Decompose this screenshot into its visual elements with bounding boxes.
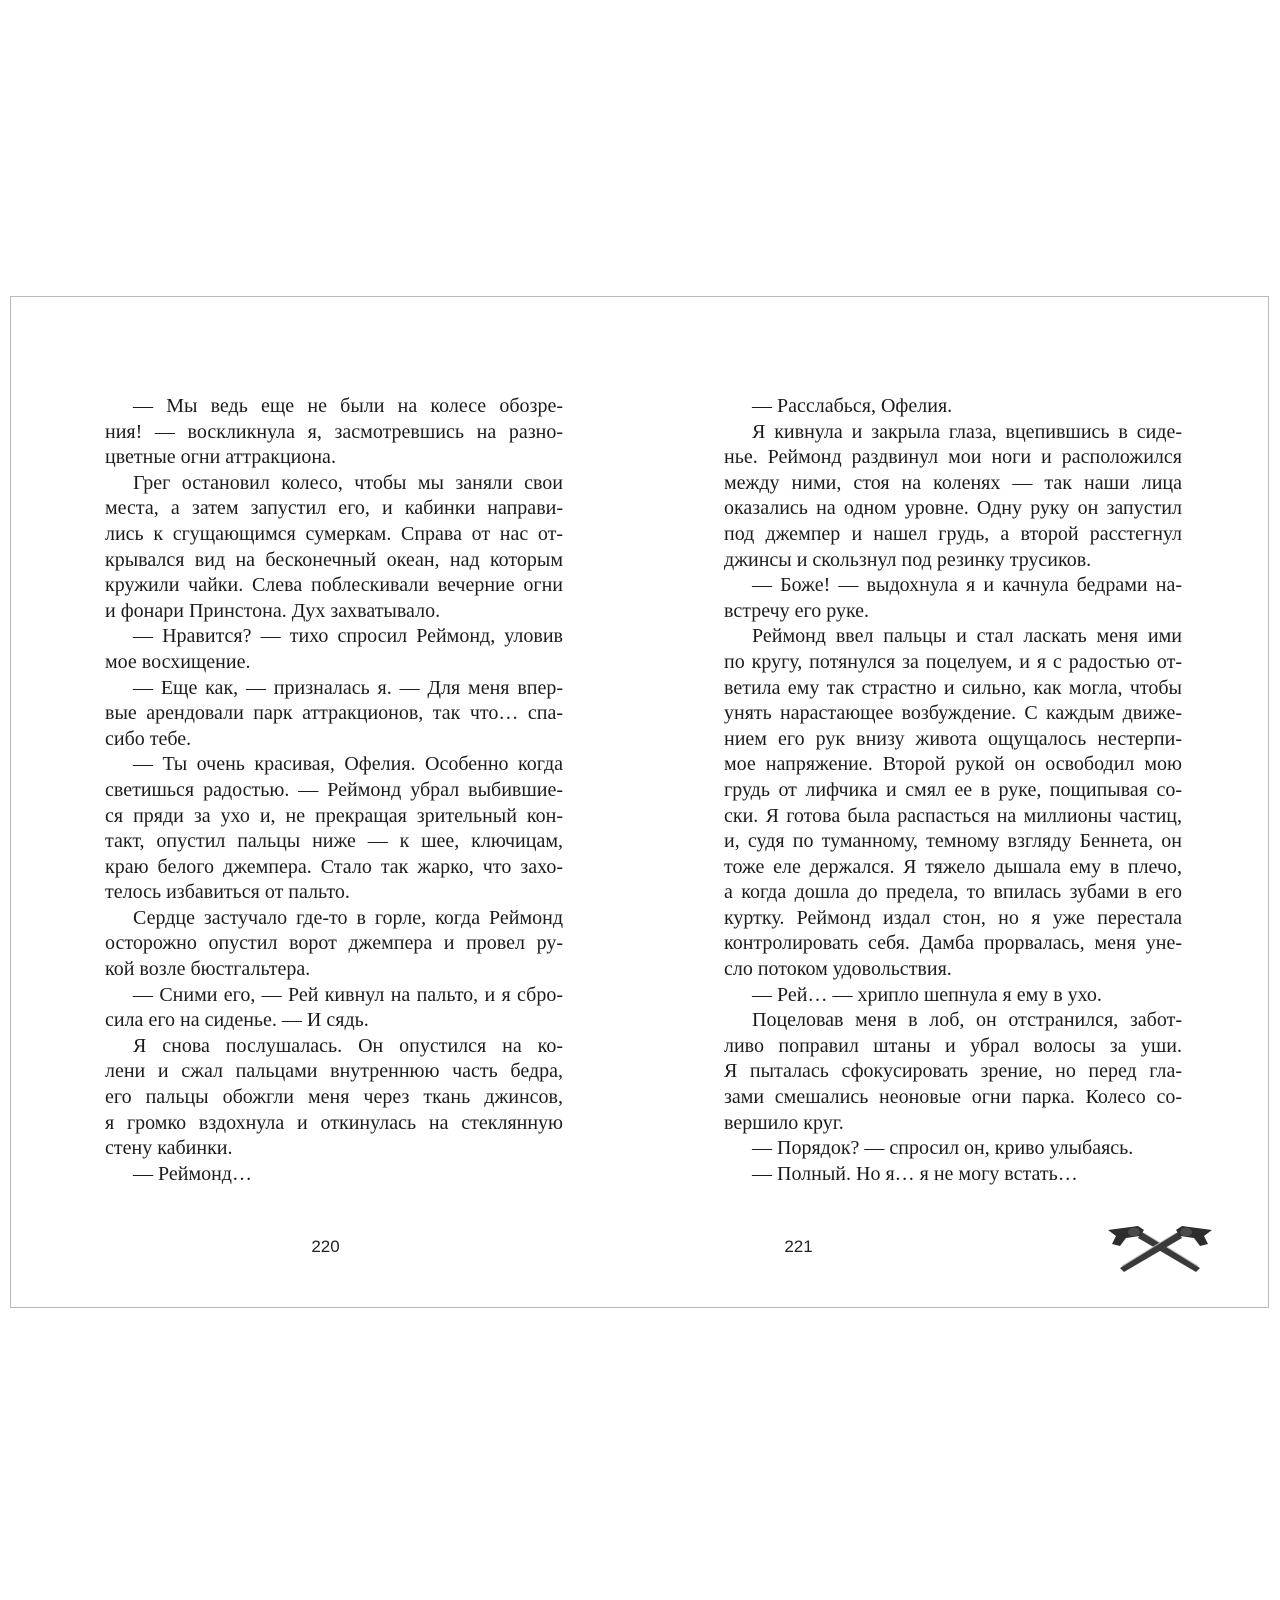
text-line: телось избавиться от пальто. (105, 881, 350, 904)
text-line: под джемпер и нашел грудь, а второй расстегнул (724, 522, 1182, 545)
text-line: кружили чайки. Слева поблескивали вечерние огни (105, 574, 563, 597)
text-line: его пальцы обожгли меня через ткань джинсов, (105, 1086, 563, 1109)
left-page (11, 297, 640, 1307)
text-line: мое восхищение. (105, 650, 251, 673)
text-line: Сердце застучало где-то в горле, когда Реймонд (133, 906, 563, 929)
page-number-right: 221 (784, 1237, 813, 1256)
text-line: джинсы и скользнул под резинку трусиков. (724, 548, 1092, 571)
page-number-left: 220 (311, 1237, 340, 1256)
right-page-text (724, 394, 1182, 1187)
text-line: ски. Я готова была распасться на миллионы частиц, (724, 804, 1182, 827)
text-line: — Расслабься, Офелия. (752, 395, 953, 417)
text-line: по кругу, потянулся за поцелуем, и я с радостью от- (724, 650, 1182, 673)
text-line: лени и сжал пальцами внутреннюю часть бедра, (105, 1060, 563, 1083)
text-line: Грег остановил колесо, чтобы мы заняли свои (133, 471, 563, 494)
text-line: цветные огни аттракциона. (105, 446, 336, 469)
text-line: ся пряди за ухо и, не прекращая зрительный кон- (105, 804, 563, 827)
text-line: ния! — воскликнула я, засмотревшись на разно- (105, 420, 563, 443)
text-line: унять нарастающее возбуждение. С каждым движе- (724, 702, 1182, 725)
text-line: и фонари Принстона. Дух захватывало. (105, 599, 441, 622)
text-line: такт, опустил пальцы ниже — к шее, ключицам, (105, 830, 563, 853)
text-line: — Еще как, — призналась я. — Для меня впер- (133, 676, 563, 699)
text-line: ливо поправил штаны и убрал волосы за уши. (724, 1034, 1182, 1057)
text-line: осторожно опустил ворот джемпера и провел ру- (105, 932, 563, 955)
text-line: — Полный. Но я… я не могу встать… (752, 1162, 1078, 1185)
book-spread (10, 296, 1269, 1308)
text-line: вые арендовали парк аттракционов, так что… спа- (105, 702, 563, 725)
text-line: Поцеловав меня в лоб, он отстранился, забот- (752, 1009, 1182, 1032)
text-line: ветила ему так страстно и сильно, как могла, чтобы (724, 676, 1182, 699)
text-line: — Нравится? — тихо спросил Реймонд, уловив (133, 625, 563, 648)
text-line: нием его рук внизу живота ощущалось нестерпи- (724, 727, 1182, 750)
text-line: — Мы ведь еще не были на колесе обозре- (133, 395, 563, 417)
text-line: краю белого джемпера. Стало так жарко, что захо- (105, 855, 563, 878)
text-line: контролировать себя. Дамба прорвалась, меня уне- (724, 932, 1182, 955)
text-line: а когда дошла до предела, то впилась зубами в его (724, 881, 1182, 904)
crossed-revolvers-icon (1104, 1216, 1216, 1276)
text-line: между ними, стоя на коленях — так наши лица (724, 471, 1182, 494)
text-line: — Рей… — хрипло шепнула я ему в ухо. (752, 983, 1102, 1006)
text-line: стену кабинки. (105, 1137, 233, 1160)
text-line: я громко вздохнула и откинулась на стеклянную (105, 1111, 563, 1134)
text-line: Я снова послушалась. Он опустился на ко- (133, 1034, 563, 1057)
text-line: зами смешались неоновые огни парка. Колесо со- (724, 1086, 1182, 1109)
text-line: мое напряжение. Второй рукой он освободил мою (724, 753, 1182, 776)
text-line: Реймонд ввел пальцы и стал ласкать меня ими (752, 625, 1182, 648)
text-line: и, судя по туманному, темному взгляду Беннета, он (724, 830, 1182, 853)
left-page-text (105, 394, 563, 1187)
text-line: сила его на сиденье. — И сядь. (105, 1009, 369, 1032)
text-line: светишься радостью. — Реймонд убрал выбившие- (105, 778, 563, 801)
text-line: Я пыталась сфокусировать зрение, но перед гла- (724, 1060, 1182, 1083)
text-line: сло потоком удовольствия. (724, 958, 952, 981)
text-line: вершило круг. (724, 1111, 844, 1134)
text-line: куртку. Реймонд издал стон, но я уже перестала (724, 906, 1182, 929)
text-line: нье. Реймонд раздвинул мои ноги и расположился (724, 446, 1182, 469)
text-line: Я кивнула и закрыла глаза, вцепившись в сиде- (752, 420, 1182, 443)
text-line: крывался вид на бесконечный океан, над которым (105, 548, 563, 571)
text-line: сибо тебе. (105, 727, 192, 750)
text-line: — Реймонд… (133, 1162, 252, 1185)
text-line: кой возле бюстгальтера. (105, 958, 311, 981)
text-line: места, а затем запустил его, и кабинки направи- (105, 497, 563, 520)
text-line: — Сними его, — Рей кивнул на пальто, и я сбро- (133, 983, 563, 1006)
text-line: лись к сгущающимся сумеркам. Справа от нас от- (105, 522, 563, 545)
right-page (640, 297, 1270, 1307)
text-line: встречу его руке. (724, 599, 870, 622)
text-line: — Ты очень красивая, Офелия. Особенно когда (133, 753, 563, 776)
text-line: оказались на одном уровне. Одну руку он запустил (724, 497, 1182, 520)
text-line: — Порядок? — спросил он, криво улыбаясь. (752, 1137, 1134, 1160)
text-line: — Боже! — выдохнула я и качнула бедрами на- (752, 574, 1182, 597)
text-line: тоже еле держался. Я тяжело дышала ему в плечо, (724, 855, 1182, 878)
text-line: грудь от лифчика и смял ее в руке, пощипывая со- (724, 778, 1182, 801)
